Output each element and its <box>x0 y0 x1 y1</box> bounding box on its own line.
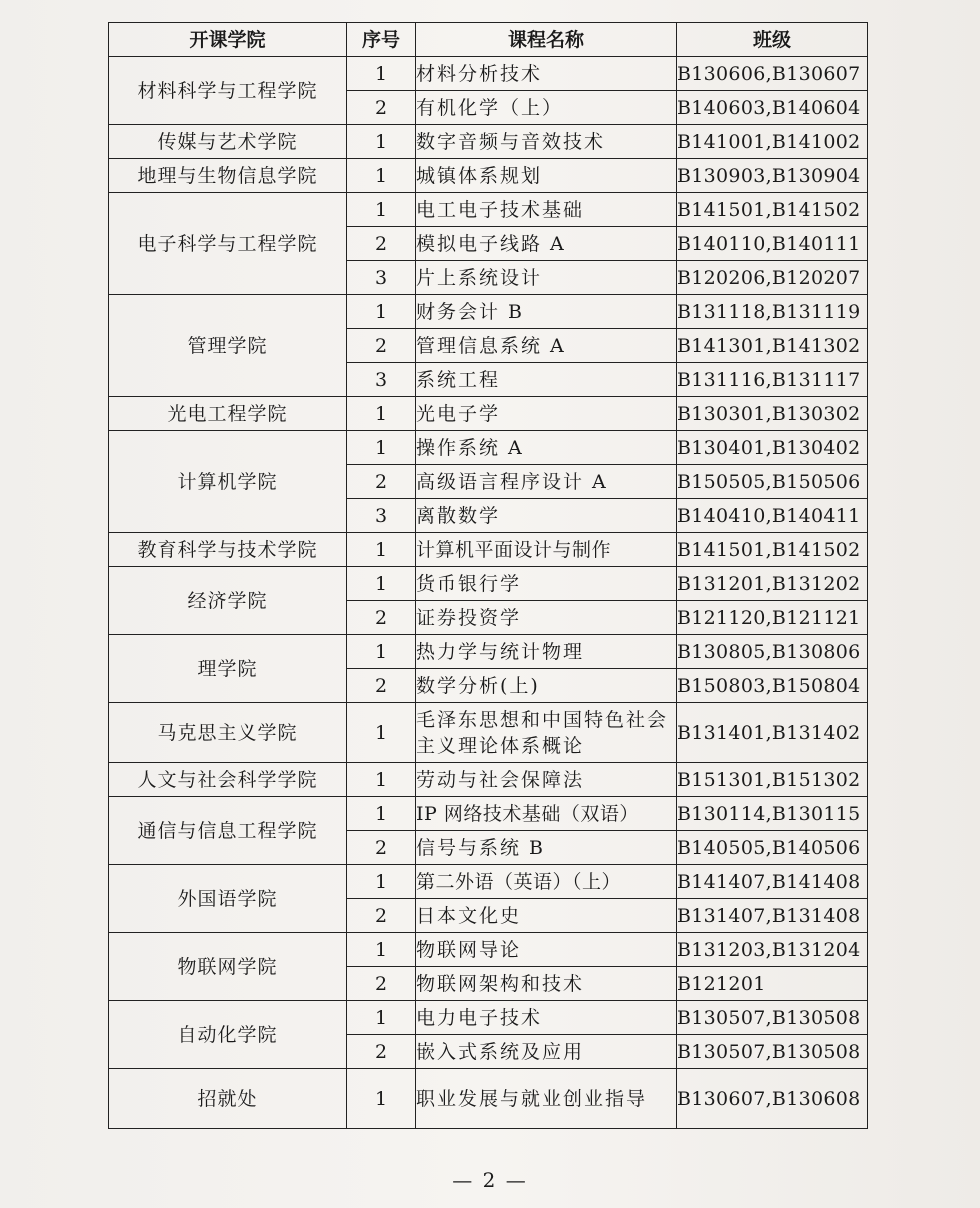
college-cell: 招就处 <box>109 1069 347 1129</box>
course-cell: 毛泽东思想和中国特色社会主义理论体系概论 <box>416 703 677 763</box>
course-cell: 城镇体系规划 <box>416 159 677 193</box>
seq-cell: 2 <box>347 329 416 363</box>
table-row <box>109 865 868 899</box>
seq-cell: 3 <box>347 499 416 533</box>
classes-cell: B140505,B140506 <box>677 831 868 865</box>
header-seq: 序号 <box>347 23 416 57</box>
header-college: 开课学院 <box>109 23 347 57</box>
classes-cell: B141501,B141502 <box>677 193 868 227</box>
course-cell: 职业发展与就业创业指导 <box>416 1069 677 1129</box>
seq-cell: 1 <box>347 703 416 763</box>
classes-cell: B141001,B141002 <box>677 125 868 159</box>
classes-cell: B150803,B150804 <box>677 669 868 703</box>
course-cell: 片上系统设计 <box>416 261 677 295</box>
classes-cell: B150505,B150506 <box>677 465 868 499</box>
seq-cell: 1 <box>347 763 416 797</box>
course-cell: 高级语言程序设计 A <box>416 465 677 499</box>
table-row <box>109 1001 868 1035</box>
classes-cell: B151301,B151302 <box>677 763 868 797</box>
seq-cell: 1 <box>347 193 416 227</box>
seq-cell: 2 <box>347 831 416 865</box>
table-row <box>109 159 868 193</box>
seq-cell: 1 <box>347 1001 416 1035</box>
course-cell: 离散数学 <box>416 499 677 533</box>
course-cell: 数学分析(上) <box>416 669 677 703</box>
table-row <box>109 193 868 227</box>
course-cell: 有机化学（上） <box>416 91 677 125</box>
seq-cell: 1 <box>347 567 416 601</box>
page-number: — 2 — <box>452 1168 528 1192</box>
table-row <box>109 533 868 567</box>
classes-cell: B140110,B140111 <box>677 227 868 261</box>
seq-cell: 1 <box>347 635 416 669</box>
course-cell: 物联网导论 <box>416 933 677 967</box>
college-cell: 马克思主义学院 <box>109 703 347 763</box>
classes-cell: B130607,B130608 <box>677 1069 868 1129</box>
classes-cell: B130606,B130607 <box>677 57 868 91</box>
college-cell: 人文与社会科学学院 <box>109 763 347 797</box>
course-cell: 数字音频与音效技术 <box>416 125 677 159</box>
course-cell: 财务会计 B <box>416 295 677 329</box>
college-cell: 管理学院 <box>109 295 347 397</box>
classes-cell: B130507,B130508 <box>677 1001 868 1035</box>
seq-cell: 3 <box>347 261 416 295</box>
classes-cell: B121120,B121121 <box>677 601 868 635</box>
seq-cell: 1 <box>347 1069 416 1129</box>
seq-cell: 2 <box>347 967 416 1001</box>
seq-cell: 1 <box>347 397 416 431</box>
college-cell: 外国语学院 <box>109 865 347 933</box>
course-cell: 光电子学 <box>416 397 677 431</box>
classes-cell: B131401,B131402 <box>677 703 868 763</box>
classes-cell: B131407,B131408 <box>677 899 868 933</box>
course-cell: 管理信息系统 A <box>416 329 677 363</box>
classes-cell: B140410,B140411 <box>677 499 868 533</box>
course-cell: IP 网络技术基础（双语） <box>416 797 677 831</box>
course-cell: 电力电子技术 <box>416 1001 677 1035</box>
header-course: 课程名称 <box>416 23 677 57</box>
college-cell: 经济学院 <box>109 567 347 635</box>
course-cell: 嵌入式系统及应用 <box>416 1035 677 1069</box>
table-row <box>109 703 868 763</box>
seq-cell: 1 <box>347 125 416 159</box>
course-cell: 热力学与统计物理 <box>416 635 677 669</box>
classes-cell: B131203,B131204 <box>677 933 868 967</box>
course-cell: 第二外语（英语）（上） <box>416 865 677 899</box>
classes-cell: B140603,B140604 <box>677 91 868 125</box>
classes-cell: B130301,B130302 <box>677 397 868 431</box>
classes-cell: B120206,B120207 <box>677 261 868 295</box>
table-row <box>109 295 868 329</box>
college-cell: 理学院 <box>109 635 347 703</box>
classes-cell: B130903,B130904 <box>677 159 868 193</box>
seq-cell: 1 <box>347 533 416 567</box>
college-cell: 计算机学院 <box>109 431 347 533</box>
table-row <box>109 567 868 601</box>
seq-cell: 2 <box>347 465 416 499</box>
table-row <box>109 797 868 831</box>
course-cell: 劳动与社会保障法 <box>416 763 677 797</box>
course-cell: 货币银行学 <box>416 567 677 601</box>
classes-cell: B141501,B141502 <box>677 533 868 567</box>
seq-cell: 1 <box>347 159 416 193</box>
course-schedule-table <box>108 22 868 1129</box>
course-cell: 电工电子技术基础 <box>416 193 677 227</box>
seq-cell: 2 <box>347 1035 416 1069</box>
seq-cell: 2 <box>347 669 416 703</box>
seq-cell: 1 <box>347 865 416 899</box>
table-row <box>109 397 868 431</box>
college-cell: 电子科学与工程学院 <box>109 193 347 295</box>
classes-cell: B141301,B141302 <box>677 329 868 363</box>
college-cell: 地理与生物信息学院 <box>109 159 347 193</box>
table-row <box>109 1069 868 1129</box>
classes-cell: B130401,B130402 <box>677 431 868 465</box>
table-row <box>109 763 868 797</box>
course-cell: 系统工程 <box>416 363 677 397</box>
seq-cell: 2 <box>347 601 416 635</box>
seq-cell: 1 <box>347 295 416 329</box>
college-cell: 光电工程学院 <box>109 397 347 431</box>
course-cell: 日本文化史 <box>416 899 677 933</box>
seq-cell: 1 <box>347 797 416 831</box>
classes-cell: B130805,B130806 <box>677 635 868 669</box>
seq-cell: 2 <box>347 899 416 933</box>
table-header-row <box>109 23 868 57</box>
course-cell: 证券投资学 <box>416 601 677 635</box>
classes-cell: B131118,B131119 <box>677 295 868 329</box>
table-row <box>109 125 868 159</box>
course-cell: 计算机平面设计与制作 <box>416 533 677 567</box>
seq-cell: 1 <box>347 933 416 967</box>
classes-cell: B131201,B131202 <box>677 567 868 601</box>
table-row <box>109 933 868 967</box>
college-cell: 材料科学与工程学院 <box>109 57 347 125</box>
classes-cell: B121201 <box>677 967 868 1001</box>
seq-cell: 1 <box>347 431 416 465</box>
college-cell: 自动化学院 <box>109 1001 347 1069</box>
course-cell: 操作系统 A <box>416 431 677 465</box>
college-cell: 教育科学与技术学院 <box>109 533 347 567</box>
course-cell: 模拟电子线路 A <box>416 227 677 261</box>
table-row <box>109 635 868 669</box>
seq-cell: 1 <box>347 57 416 91</box>
seq-cell: 2 <box>347 227 416 261</box>
course-cell: 信号与系统 B <box>416 831 677 865</box>
course-cell: 物联网架构和技术 <box>416 967 677 1001</box>
seq-cell: 3 <box>347 363 416 397</box>
course-cell: 材料分析技术 <box>416 57 677 91</box>
header-classes: 班级 <box>677 23 868 57</box>
college-cell: 传媒与艺术学院 <box>109 125 347 159</box>
classes-cell: B131116,B131117 <box>677 363 868 397</box>
classes-cell: B130507,B130508 <box>677 1035 868 1069</box>
college-cell: 物联网学院 <box>109 933 347 1001</box>
college-cell: 通信与信息工程学院 <box>109 797 347 865</box>
seq-cell: 2 <box>347 91 416 125</box>
table-row <box>109 431 868 465</box>
table-row <box>109 57 868 91</box>
classes-cell: B141407,B141408 <box>677 865 868 899</box>
classes-cell: B130114,B130115 <box>677 797 868 831</box>
